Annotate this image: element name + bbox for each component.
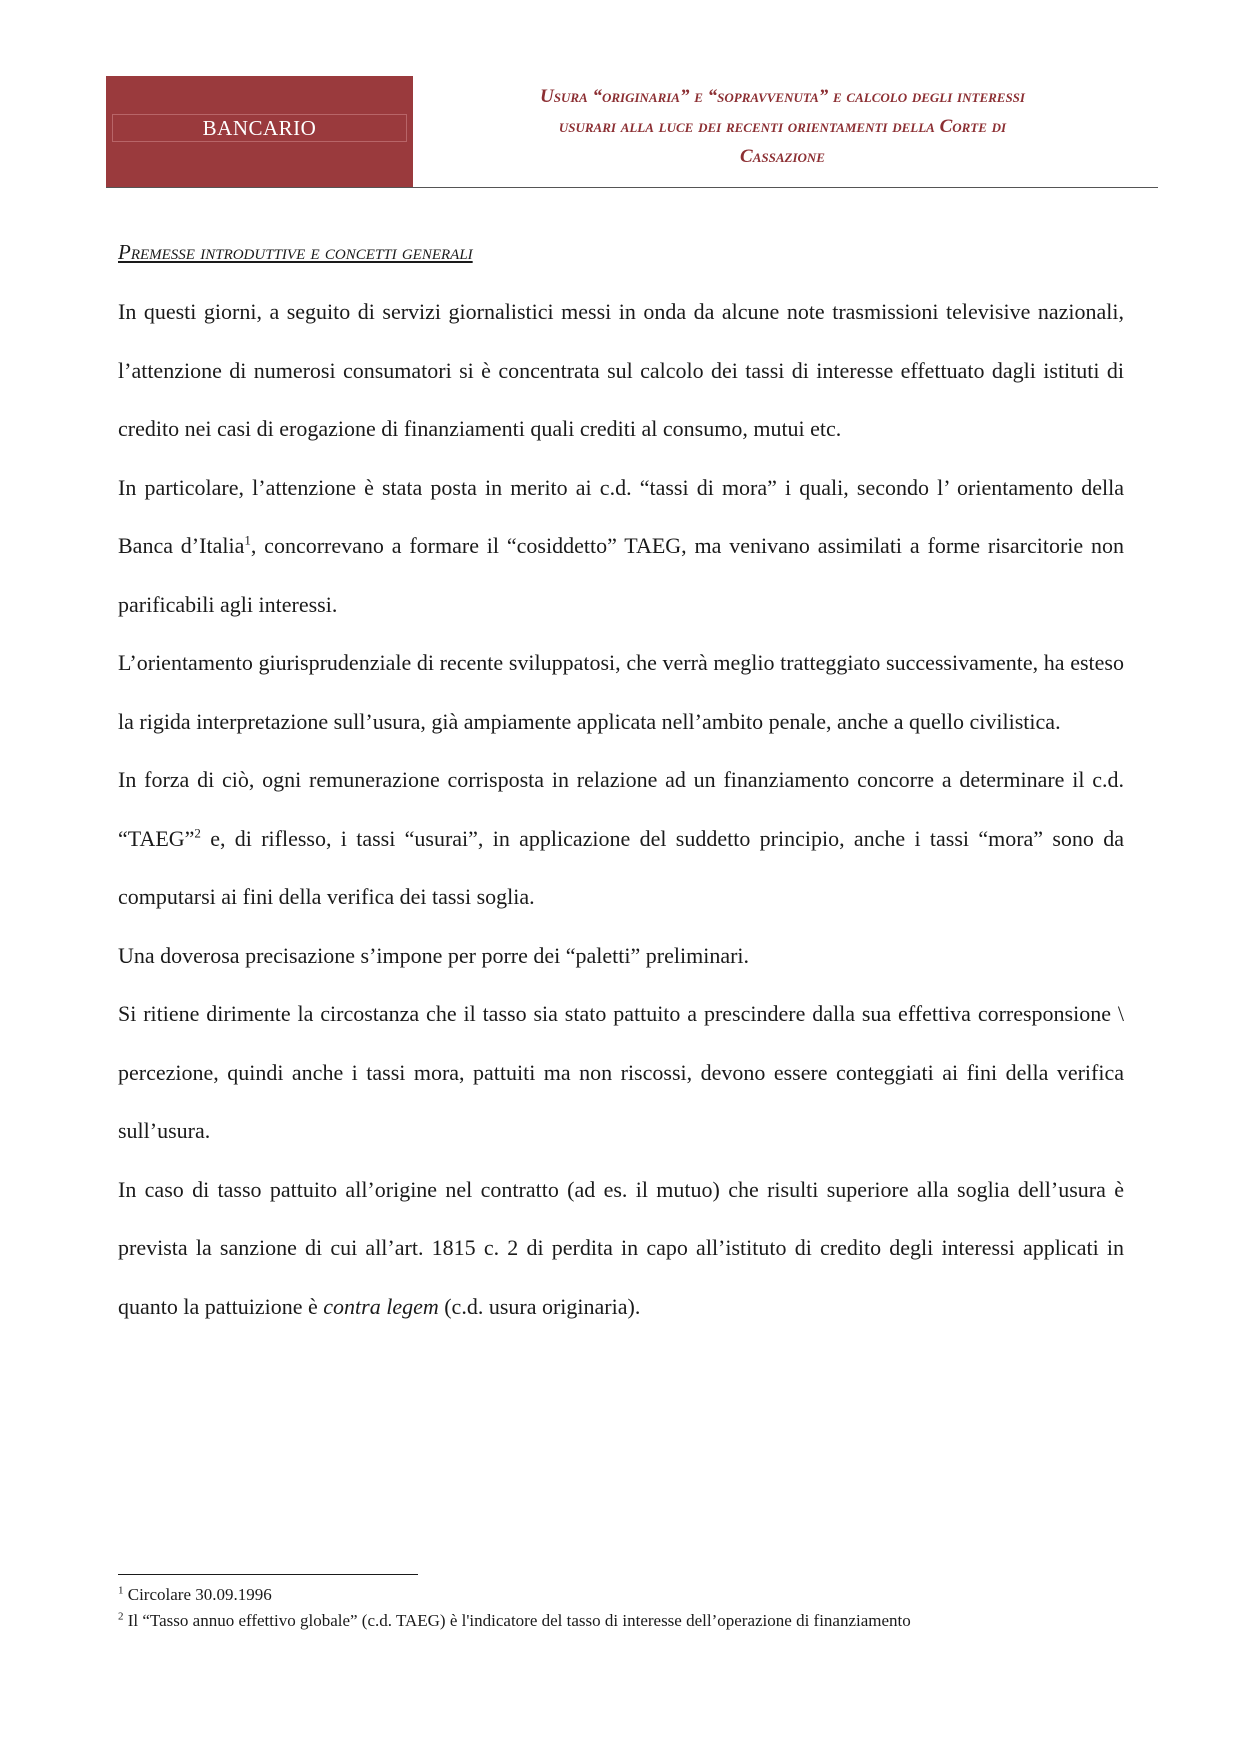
title-line-2: usurari alla luce dei recenti orientamenti della Corte di (558, 116, 1007, 137)
footnote-divider (118, 1574, 418, 1575)
paragraph-4-part-a: In forza di ciò, ogni remunerazione corrisposta in relazione ad un finanziamento concorre a determinare il c.d. “TAEG” (118, 767, 1124, 851)
section-band (106, 76, 413, 187)
footnote-1 (118, 1582, 1158, 1608)
paragraph-4-part-b: e, di riflesso, i tassi “usurai”, in applicazione del suddetto principio, anche i tassi “mora” sono da computarsi ai fini della verifica dei tassi soglia. (118, 825, 1124, 909)
paragraph-2 (118, 459, 1124, 635)
header-divider (106, 187, 1158, 188)
article-body (118, 283, 1124, 1336)
footnote-1-text: Circolare 30.09.1996 (123, 1585, 272, 1604)
footnote-ref-1[interactable]: 1 (244, 532, 251, 548)
paragraph-4 (118, 751, 1124, 927)
paragraph-3: L’orientamento giurisprudenziale di recente sviluppatosi, che verrà meglio tratteggiato successivamente, ha esteso la rigida interpretazione sull’usura, già ampiamente applicata nell’ambito penale, anche a quello civilistica. (118, 650, 1124, 734)
paragraph-7-part-b: (c.d. usura originaria). (438, 1293, 641, 1319)
paragraph-7-part-a: In caso di tasso pattuito all’origine nel contratto (ad es. il mutuo) che risulti superiore alla soglia dell’usura è prevista la sanzione di cui all’art. 1815 c. 2 di perdita in capo all’istituto di credito degli interessi applicati in quanto la pattuizione è (118, 1176, 1124, 1319)
document-title (420, 82, 1145, 172)
footnote-ref-2[interactable]: 2 (194, 825, 201, 841)
section-label: BANCARIO (202, 115, 317, 140)
footnote-1-number: 1 (118, 1584, 124, 1597)
paragraph-7 (118, 1161, 1124, 1337)
paragraph-7-italic: contra legem (323, 1293, 439, 1319)
footnote-2-text: Il “Tasso annuo effettivo globale” (c.d. TAEG) è l'indicatore del tasso di interesse dell’operazione di finanziamento (123, 1611, 911, 1630)
title-line-1: Usura “originaria” e “sopravvenuta” e calcolo degli interessi (540, 86, 1025, 107)
section-heading: Premesse introduttive e concetti generali (118, 240, 473, 264)
footnote-2-number: 2 (118, 1610, 124, 1623)
paragraph-2-part-b: , concorrevano a formare il “cosiddetto” TAEG, ma venivano assimilati a forme risarcitorie non parificabili agli interessi. (118, 533, 1124, 617)
paragraph-1: In questi giorni, a seguito di servizi giornalistici messi in onda da alcune note trasmissioni televisive nazionali, l’attenzione di numerosi consumatori si è concentrata sul calcolo dei tassi di interesse effettuato dagli istituti di credito nei casi di erogazione di finanziamenti quali crediti al consumo, mutui etc. (118, 299, 1124, 441)
paragraph-2-part-a: In particolare, l’attenzione è stata posta in merito ai c.d. “tassi di mora” i quali, secondo l’ orientamento della Banca d’Italia (118, 474, 1124, 558)
paragraph-5: Una doverosa precisazione s’impone per porre dei “paletti” preliminari. (118, 942, 750, 968)
paragraph-6: Si ritiene dirimente la circostanza che il tasso sia stato pattuito a prescindere dalla sua effettiva corresponsione \ percezione, quindi anche i tassi mora, pattuiti ma non riscossi, devono essere conteggiati ai fini della verifica sull’usura. (118, 1001, 1124, 1143)
title-line-3: Cassazione (740, 146, 825, 167)
footnotes (118, 1582, 1158, 1634)
footnote-2 (118, 1608, 1158, 1634)
